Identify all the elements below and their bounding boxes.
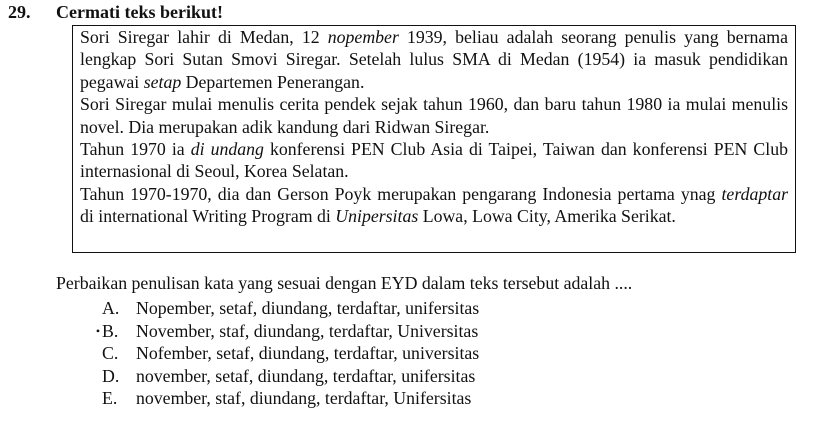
passage-paragraph-1 [80,26,788,93]
passage-italic-word: nopember [327,27,399,47]
option-e[interactable] [78,387,479,410]
option-text: november, setaf, diundang, terdaftar, unifersitas [136,365,476,386]
passage-italic-word: di undang [190,139,264,160]
option-letter: B. [102,320,119,341]
passage-text: di international Writing Program di [80,206,336,227]
option-letter: A. [102,298,120,318]
passage-text: konferensi PEN Club Asia di Taipei, Taiwan dan konferensi PEN Club internasional di Seoul, Korea Selatan. [80,139,788,182]
question-title: Cermati teks berikut! [56,2,223,22]
option-a[interactable] [78,297,479,320]
option-text: Nopember, setaf, diundang, terdaftar, unifersitas [136,298,480,318]
passage-text: Departemen Penerangan. [181,71,365,92]
passage-box [72,25,796,253]
passage-italic-word: setap [143,71,182,92]
question-number: 29. [8,2,31,22]
passage-text: Tahun 1970-1970, dia dan Gerson Poyk merupakan pengarang Indonesia pertama ynag [80,183,722,204]
option-c[interactable] [78,342,479,365]
option-letter: E. [102,388,118,408]
option-text: Nofember, setaf, diundang, terdaftar, universitas [136,343,480,363]
option-d[interactable] [78,365,479,388]
answer-mark: • [95,323,101,338]
option-b[interactable] [78,320,479,343]
passage-paragraph-3 [80,138,788,183]
passage-text: Sori Siregar lahir di Medan, 12 [80,27,328,47]
passage-paragraph-4 [80,183,788,228]
option-letter: C. [102,343,119,363]
passage-paragraph-2: Sori Siregar mulai menulis cerita pendek sejak tahun 1960, dan baru tahun 1980 ia mulai menulis novel. Dia merupakan adik kandung dari Ridwan Siregar. [80,94,788,137]
option-text: november, staf, diundang, terdaftar, Unifersitas [136,388,472,408]
option-letter: D. [102,365,120,386]
passage-text: Lowa, Lowa City, Amerika Serikat. [418,206,676,227]
passage-text: Tahun 1970 ia [80,139,191,160]
passage-italic-word: Unipersitas [335,206,419,227]
passage-italic-word: terdaptar [721,183,788,204]
answer-options [78,297,479,410]
option-text: November, staf, diundang, terdaftar, Universitas [136,320,479,341]
question-prompt: Perbaikan penulisan kata yang sesuai dengan EYD dalam teks tersebut adalah .... [56,273,633,293]
passage-text: 1939, beliau adalah seorang penulis yang bernama lengkap Sori Sutan Smovi Siregar. Setelah lulus SMA di Medan (1954) ia masuk pendidikan pegawai [80,27,789,92]
